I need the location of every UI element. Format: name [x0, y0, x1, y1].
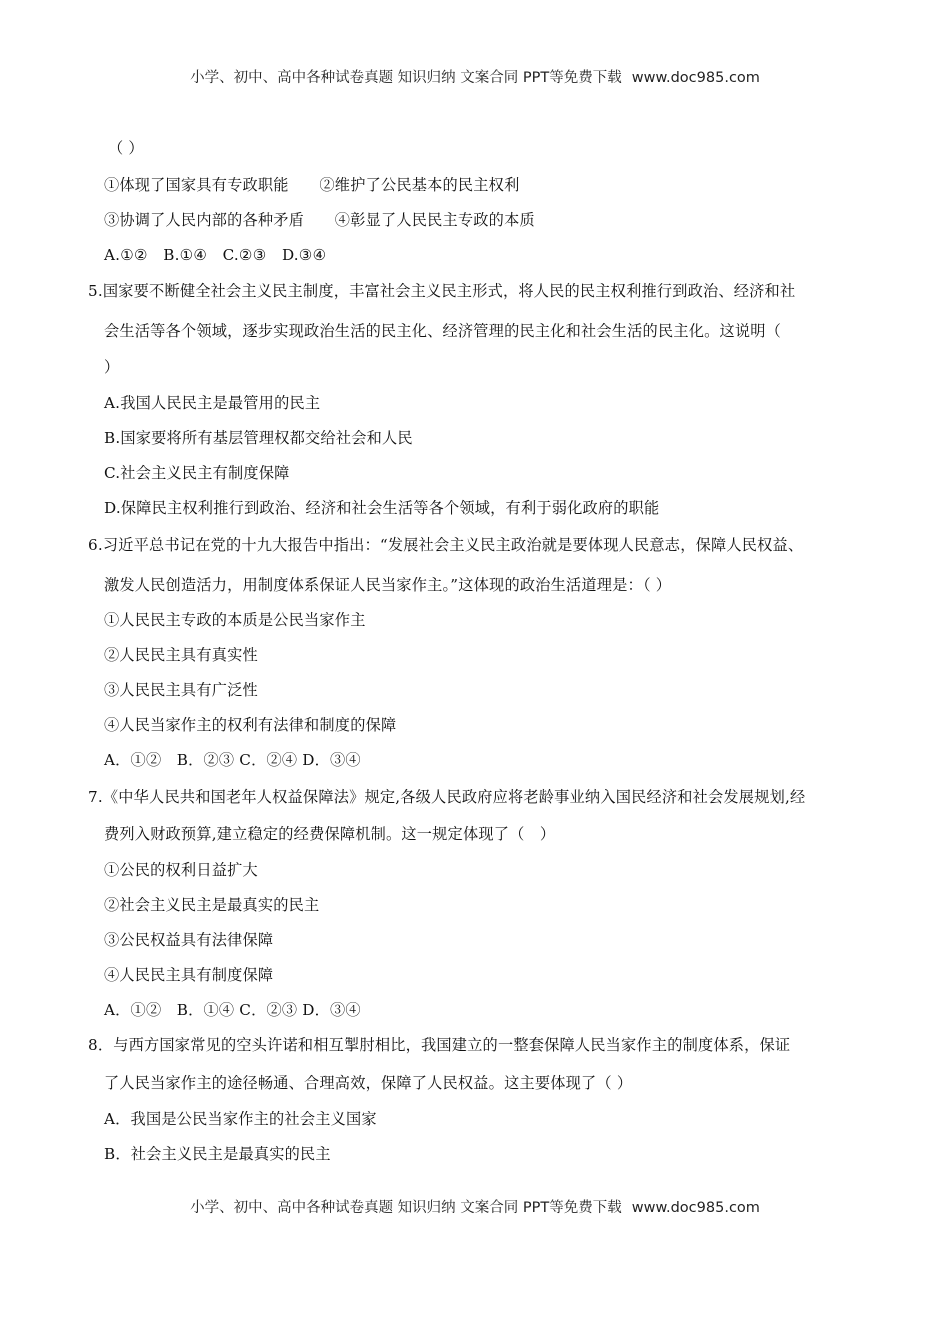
- q4-options: A.①② B.①④ C.②③ D.③④: [104, 246, 327, 264]
- page-footer: [0, 1196, 950, 1217]
- q5-option-c: C.社会主义民主有制度保障: [104, 464, 290, 482]
- q7-options: A．①② B．①④ C．②③ D．③④: [104, 1001, 361, 1019]
- q6-statement-1: ①人民民主专政的本质是公民当家作主: [104, 611, 366, 629]
- footer-url[interactable]: www.doc985.com: [631, 1200, 760, 1216]
- q7-stem-line-1: 7.《中华人民共和国老年人权益保障法》规定,各级人民政府应将老龄事业纳入国民经济和社会发展规划,经: [88, 788, 806, 806]
- header-url[interactable]: www.doc985.com: [631, 70, 760, 86]
- q6-statement-3: ③人民民主具有广泛性: [104, 681, 258, 699]
- footer-text: 小学、初中、高中各种试卷真题 知识归纳 文案合同 PPT等免费下载: [190, 1200, 622, 1216]
- q7-statement-2: ②社会主义民主是最真实的民主: [104, 896, 320, 914]
- q7-statement-3: ③公民权益具有法律保障: [104, 931, 274, 949]
- q6-statement-2: ②人民民主具有真实性: [104, 646, 258, 664]
- q6-statement-4: ④人民当家作主的权利有法律和制度的保障: [104, 716, 397, 734]
- header-text: 小学、初中、高中各种试卷真题 知识归纳 文案合同 PPT等免费下载: [190, 70, 622, 86]
- q5-option-b: B.国家要将所有基层管理权都交给社会和人民: [104, 429, 413, 447]
- q5-option-d: D.保障民主权利推行到政治、经济和社会生活等各个领域，有利于弱化政府的职能: [104, 499, 660, 517]
- q5-stem-line-3: ）: [104, 358, 120, 376]
- q7-stem-line-2: 费列入财政预算,建立稳定的经费保障机制。这一规定体现了（ ）: [104, 825, 556, 843]
- q6-options: A．①② B．②③ C．②④ D．③④: [104, 751, 361, 769]
- q5-stem-line-2: 会生活等各个领域，逐步实现政治生活的民主化、经济管理的民主化和社会生活的民主化。这说明（: [104, 322, 782, 340]
- q6-stem-line-2: 激发人民创造活力，用制度体系保证人民当家作主。”这体现的政治生活道理是：（ ）: [104, 576, 672, 594]
- q8-stem-line-1: 8．与西方国家常见的空头许诺和相互掣肘相比，我国建立的一整套保障人民当家作主的制度体系，保证: [88, 1036, 791, 1054]
- q8-option-a: A．我国是公民当家作主的社会主义国家: [104, 1110, 377, 1128]
- q7-statement-1: ①公民的权利日益扩大: [104, 861, 258, 879]
- q4-statements-3-4: ③协调了人民内部的各种矛盾 ④彰显了人民民主专政的本质: [104, 211, 535, 229]
- q7-statement-4: ④人民民主具有制度保障: [104, 966, 274, 984]
- q8-stem-line-2: 了人民当家作主的途径畅通、合理高效，保障了人民权益。这主要体现了（ ）: [104, 1074, 633, 1092]
- q6-stem-line-1: 6.习近平总书记在党的十九大报告中指出：“发展社会主义民主政治就是要体现人民意志，保障人民权益、: [88, 536, 804, 554]
- q5-stem-line-1: 5.国家要不断健全社会主义民主制度，丰富社会主义民主形式，将人民的民主权利推行到政治、经济和社: [88, 282, 796, 300]
- q5-option-a: A.我国人民民主是最管用的民主: [104, 394, 321, 412]
- page-header: [0, 66, 950, 87]
- q4-statements-1-2: ①体现了国家具有专政职能 ②维护了公民基本的民主权利: [104, 176, 520, 194]
- q8-option-b: B．社会主义民主是最真实的民主: [104, 1145, 331, 1163]
- q4-bracket: （ ）: [108, 139, 144, 157]
